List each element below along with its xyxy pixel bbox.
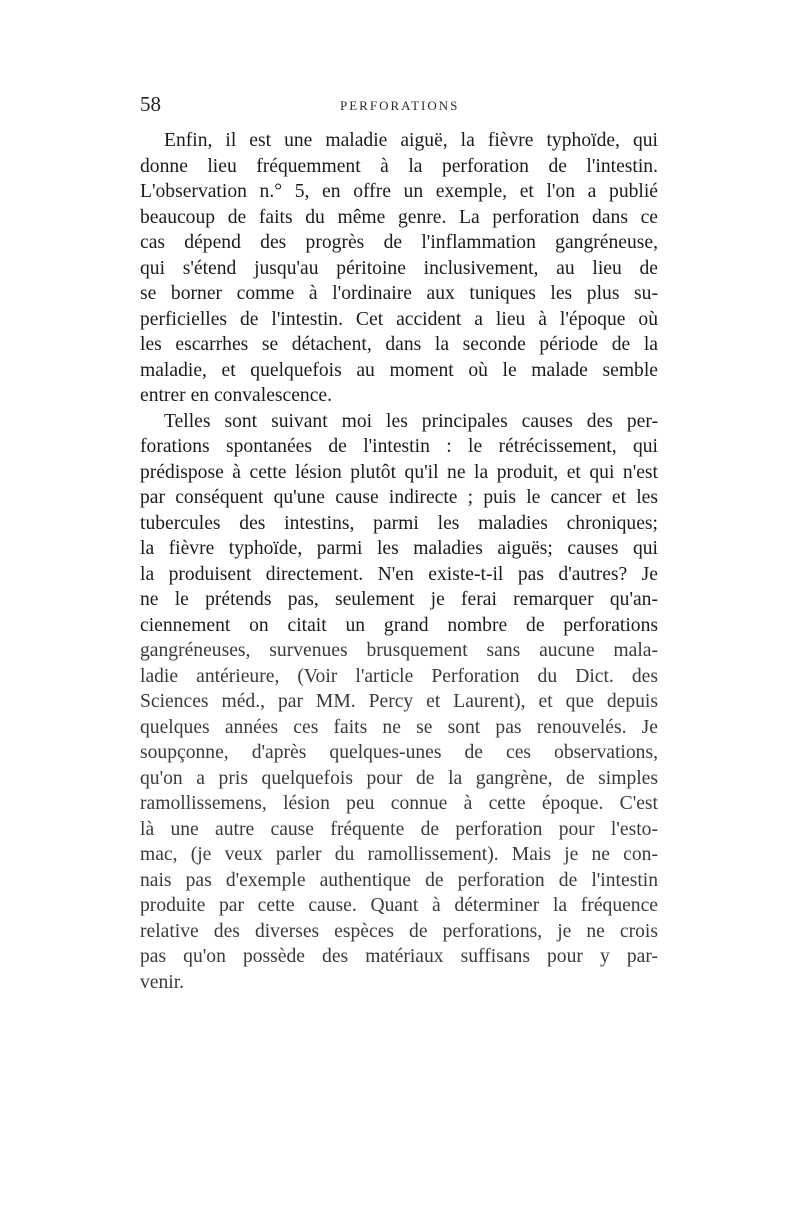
text-line: cas dépend des progrès de l'inflammation gangréneuse,: [140, 232, 658, 253]
text-line: venir.: [140, 971, 185, 993]
text-line: Enfin, il est une maladie aiguë, la fièvre typhoïde, qui: [164, 130, 658, 151]
text-line: la produisent directement. N'en existe-t-il pas d'autres? Je: [140, 563, 658, 585]
text-line: perficielles de l'intestin. Cet accident a lieu à l'époque où: [140, 308, 658, 330]
page-number: 58: [140, 92, 161, 116]
text-line: les escarrhes se détachent, dans la seconde période de la: [140, 334, 658, 355]
text-line: L'observation n.° 5, en offre un exemple, et l'on a publié: [140, 181, 658, 202]
text-line: maladie, et quelquefois au moment où le malade semble: [140, 359, 658, 381]
text-line: ciennement on citait un grand nombre de perforations: [140, 614, 658, 636]
text-line: soupçonne, d'après quelques-unes de ces observations,: [140, 742, 658, 763]
text-line: relative des diverses espèces de perforations, je ne crois: [140, 920, 658, 942]
text-line: là une autre cause fréquente de perforation pour l'esto-: [140, 818, 658, 840]
text-line: forations spontanées de l'intestin : le rétrécissement, qui: [140, 436, 658, 457]
text-line: par conséquent qu'une cause indirecte ; puis le cancer et les: [140, 487, 658, 508]
text-line: quelques années ces faits ne se sont pas renouvelés. Je: [140, 716, 658, 738]
text-line: se borner comme à l'ordinaire aux tuniques les plus su-: [140, 283, 658, 304]
text-line: gangréneuses, survenues brusquement sans aucune mala-: [140, 640, 658, 661]
text-line: Telles sont suivant moi les principales causes des per-: [164, 410, 658, 432]
text-line: donne lieu fréquemment à la perforation de l'intestin.: [140, 155, 658, 177]
text-line: entrer en convalescence.: [140, 385, 333, 406]
text-line: Sciences méd., par MM. Percy et Laurent), et que depuis: [140, 691, 658, 712]
paragraph-2: [140, 409, 658, 996]
text-line: produite par cette cause. Quant à déterminer la fréquence: [140, 895, 658, 916]
text-line: mac, (je veux parler du ramollissement). Mais je ne con-: [140, 844, 658, 865]
text-line: beaucoup de faits du même genre. La perforation dans ce: [140, 206, 658, 228]
text-line: tubercules des intestins, parmi les maladies chroniques;: [140, 512, 658, 534]
running-title: PERFORATIONS: [340, 98, 460, 113]
text-line: ladie antérieure, (Voir l'article Perforation du Dict. des: [140, 665, 658, 687]
text-line: qui s'étend jusqu'au péritoine inclusivement, au lieu de: [140, 257, 658, 279]
page-header: [140, 92, 660, 120]
text-line: ramollissemens, lésion peu connue à cette époque. C'est: [140, 793, 658, 814]
text-line: nais pas d'exemple authentique de perforation de l'intestin: [140, 869, 658, 891]
text-line: pas qu'on possède des matériaux suffisans pour y par-: [140, 946, 658, 967]
text-line: la fièvre typhoïde, parmi les maladies aiguës; causes qui: [140, 538, 658, 559]
body-text: [140, 128, 658, 995]
text-line: ne le prétends pas, seulement je ferai remarquer qu'an-: [140, 589, 658, 610]
text-line: prédispose à cette lésion plutôt qu'il ne la produit, et qui n'est: [140, 461, 658, 483]
paragraph-1: [140, 128, 658, 409]
text-line: qu'on a pris quelquefois pour de la gangrène, de simples: [140, 767, 658, 789]
